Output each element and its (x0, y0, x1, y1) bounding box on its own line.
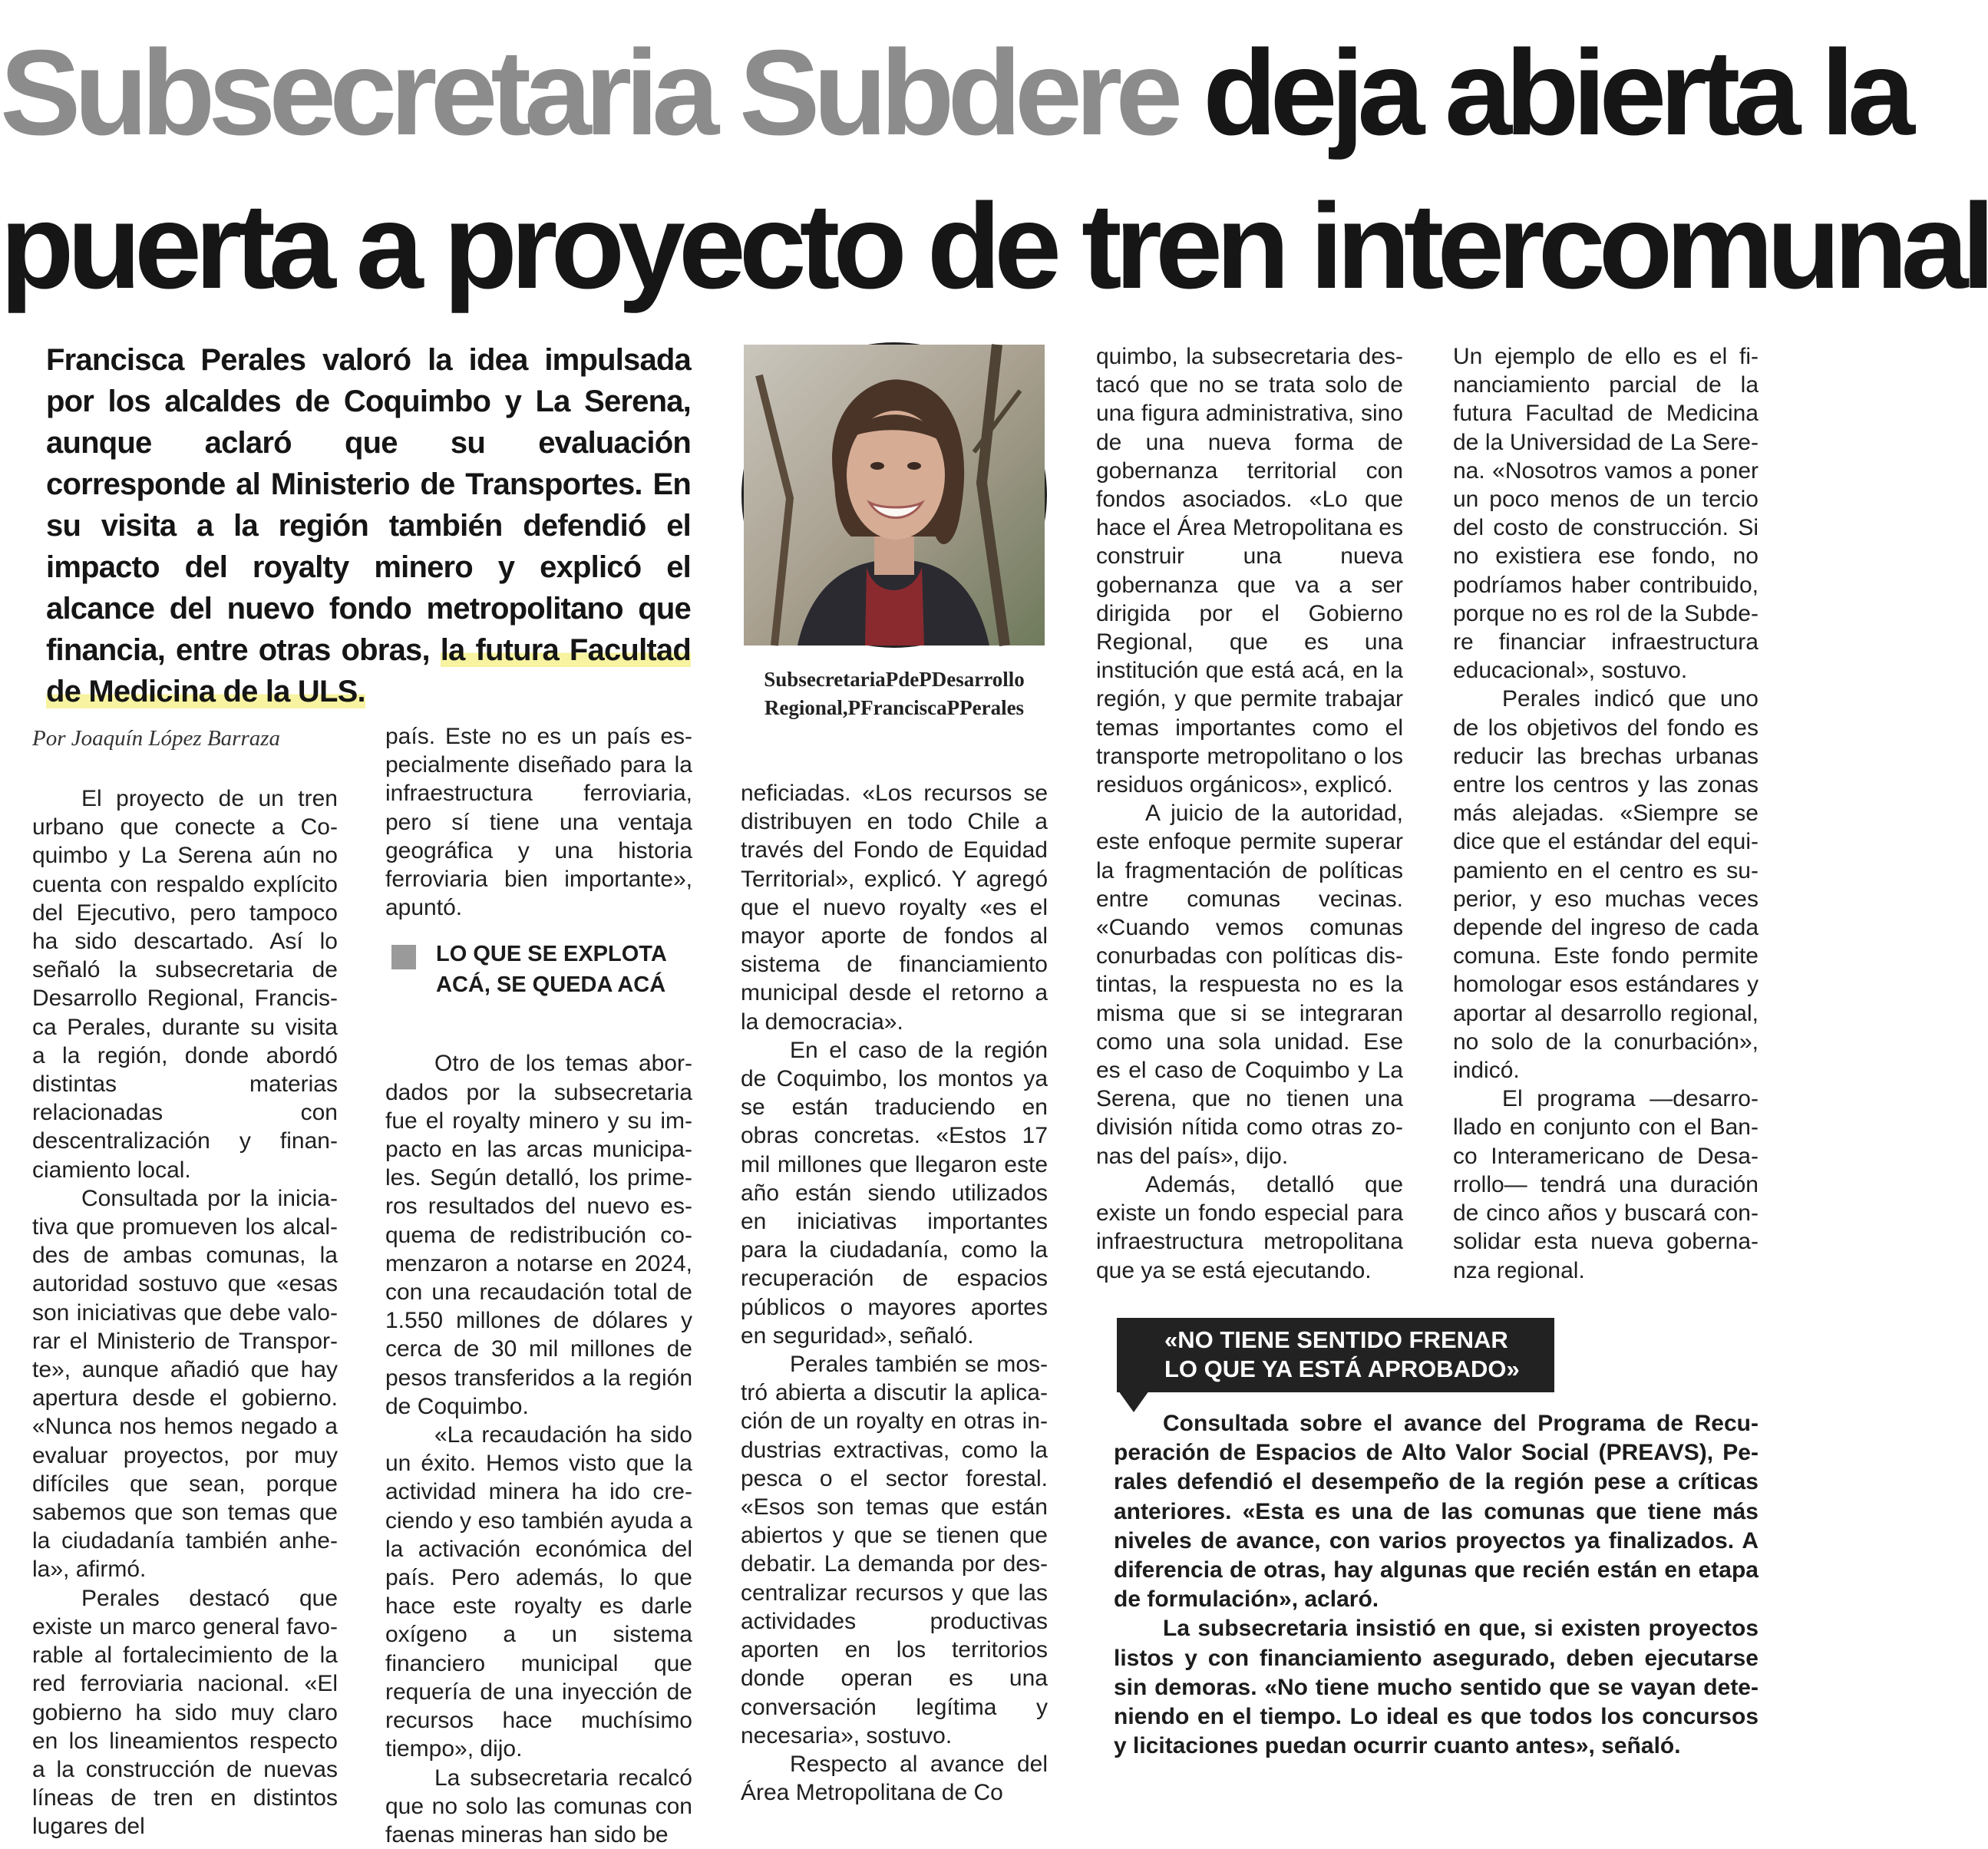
paragraph: El programa —desarrollado en conjunto con el Banco Interamericano de Desarrollo— tendrá una duración de cinco años y buscará consolidar esta nueva gobernanza regional. (1453, 1085, 1758, 1284)
column-4 (1096, 342, 1403, 1285)
paragraph: Consultada por la iniciativa que promueven los alcaldes de ambas comunas, la autoridad sostuvo que «esas son iniciativas que debe valorar el Ministerio de Transporte», aunque añadió que hay apertura desde el gobierno. «Nunca nos hemos negado a evaluar proyectos, por muy difíciles que sean, porque sabemos que son temas que la ciudadanía también anhela», afirmó. (32, 1184, 338, 1584)
paragraph: Perales destacó que existe un marco general favorable al fortalecimiento de la red ferroviaria nacional. «El gobierno ha sido muy claro en los lineamientos respecto a la construcción de nuevas líneas de tren en distintos lugares del (32, 1584, 338, 1841)
box-heading-line-1: «NO TIENE SENTIDO FRENAR (1164, 1326, 1554, 1355)
box-heading (1117, 1318, 1554, 1392)
paragraph: Perales indicó que uno de los objetivos del fondo es reducir las brechas urbanas entre los centros y las zonas más alejadas. «Siempre se dice que el estándar del equipamiento en el centro es superior, y eso muchas veces depende del ingreso de cada comuna. Este fondo permite homologar esos estándares y aportar al desarrollo regional, no solo de la conurbación», indicó. (1453, 685, 1758, 1085)
portrait-illustration (744, 345, 1045, 645)
paragraph: quimbo, la subsecretaria destacó que no se trata solo de una figura administrativa, sino de una nueva forma de gobernanza territorial con fondos asociados. «Lo que hace el Área Metropolitana es construir una nueva gobernanza que va a ser dirigida por el Gobierno Regional, que es una institución que está acá, en la región, y que permite trabajar temas importantes como el transporte metropolitano o los residuos orgánicos», explicó. (1096, 342, 1403, 799)
caption-line-2: Regional,PFranciscaPPerales (722, 694, 1067, 722)
paragraph: A juicio de la autoridad, este enfoque permite superar la fragmentación de políticas entre comunas vecinas. «Cuando vemos comunas conurbadas con políticas distintas, la respuesta no es la misma que si se integraran como una sola unidad. Ese es el caso de Coquimbo y La Serena, que no tienen una división nítida como otras zonas del país», dijo. (1096, 799, 1403, 1170)
section-subhead (385, 939, 692, 1000)
headline-grey-part: Subsecretaria Subdere (0, 25, 1176, 160)
paragraph: Además, detalló que existe un fondo especial para infraestructura metropolitana que ya se está ejecutando. (1096, 1170, 1403, 1285)
paragraph: En el caso de la región de Coquimbo, los montos ya se están traduciendo en obras concretas. «Estos 17 mil millones que llegaron este año están siendo utilizados en iniciativas importantes para la ciudadanía, como la recuperación de espacios públicos o mayores aportes en seguridad», señaló. (741, 1036, 1048, 1350)
caption-line-1: SubsecretariaPdePDesarrollo (722, 665, 1067, 694)
byline: Por Joaquín López Barraza (32, 726, 355, 751)
column-3 (741, 779, 1048, 1807)
paragraph: neficiadas. «Los recursos se distribuyen en todo Chile a través del Fondo de Equidad Territorial», explicó. Y agregó que el nuevo royalty «es el mayor aporte de fondos al sistema de financiamiento municipal desde el retorno a la democracia». (741, 779, 1048, 1036)
column-5 (1453, 342, 1758, 1285)
lede-main: Francisca Perales valoró la idea impulsada por los alcaldes de Coquimbo y La Serena, aunque aclaró que su evaluación corresponde al Ministerio de Transportes. En su visita a la región también defendió el impacto del royalty minero y explicó el alcance del nuevo fondo metropolitano que financia, entre otras obras, (46, 343, 691, 667)
box-heading-line-2: LO QUE YA ESTÁ APROBADO» (1164, 1355, 1554, 1384)
lede-highlight: la futura Facultad de Medicina de la ULS. (46, 633, 691, 708)
portrait-photo (741, 342, 1047, 648)
paragraph: Perales también se mostró abierta a discutir la aplicación de un royalty en otras industrias extractivas, como la pesca o el sector forestal. «Esos son temas que están abiertos y que se tienen que debatir. La demanda por descentralizar recursos y que las actividades productivas aporten en los territorios donde operan es una conversación legítima y necesaria», sostuvo. (741, 1350, 1048, 1750)
lede-paragraph (46, 339, 691, 712)
paragraph: país. Este no es un país especialmente diseñado para la infraestructura ferroviaria, pero sí tiene una ventaja geográfica y una historia ferroviaria bien importante», apuntó. (385, 722, 692, 922)
column-1 (32, 784, 338, 1841)
paragraph: Respecto al avance del Área Metropolitana de Co (741, 1750, 1048, 1807)
box-paragraph: Consultada sobre el avance del Programa de Recuperación de Espacios de Alto Valor Social (PREAVS), Perales defendió el desempeño de la región pese a críticas anteriores. «Esta es una de las comunas que tiene más niveles de avance, con varios proyectos ya finalizados. A diferencia de otras, hay algunas que recién están en etapa de formulación», aclaró. (1114, 1409, 1758, 1614)
square-bullet-icon (391, 945, 416, 969)
box-body (1114, 1409, 1758, 1761)
headline-line-2: puerta a proyecto de tren intercomunal (0, 186, 1799, 307)
column-2 (385, 722, 692, 1849)
headline-line1-rest: deja abierta la (1203, 25, 1908, 160)
box-paragraph: La subsecretaria insistió en que, si existen proyectos listos y con financiamiento asegurado, deben ejecutarse sin demoras. «No tiene mucho sentido que se vayan deteniendo en el tiempo. Lo ideal es que todos los concursos y licitaciones puedan ocurrir cuanto antes», señaló. (1114, 1614, 1758, 1761)
paragraph: Otro de los temas abordados por la subsecretaria fue el royalty minero y su impacto en las arcas municipales. Según detalló, los primeros resultados del nuevo esquema de redistribución comenzaron a notarse en 2024, con una recaudación total de 1.550 millones de dólares y cerca de 30 mil millones de pesos transferidos a la región de Coquimbo. (385, 1049, 692, 1421)
paragraph: Un ejemplo de ello es el financiamiento parcial de la futura Facultad de Medicina de la Universidad de La Serena. «Nosotros vamos a poner un poco menos de un tercio del costo de construcción. Si no existiera ese fondo, no podríamos haber contribuido, porque no es rol de la Subdere financiar infraestructura educacional», sostuvo. (1453, 342, 1758, 685)
photo-caption (722, 665, 1067, 722)
subhead-text: LO QUE SE EXPLOTA ACÁ, SE QUEDA ACÁ (436, 939, 692, 1000)
paragraph: El proyecto de un tren urbano que conecte a Coquimbo y La Serena aún no cuenta con respaldo explícito del Ejecutivo, pero tampoco ha sido descartado. Así lo señaló la subsecretaria de Desarrollo Regional, Francisca Perales, durante su visita a la región, donde abordó distintas materias relacionadas con descentralización y financiamiento local. (32, 784, 338, 1184)
paragraph: La subsecretaria recalcó que no solo las comunas con faenas mineras han sido be (385, 1764, 692, 1849)
headline-line-1 (0, 32, 1799, 154)
paragraph: «La recaudación ha sido un éxito. Hemos visto que la actividad minera ha ido creciendo y eso también ayuda a la activación económica del país. Pero además, lo que hace este royalty es darle oxígeno a un sistema financiero municipal que requería de una inyección de recursos hace muchísimo tiempo», dijo. (385, 1421, 692, 1763)
